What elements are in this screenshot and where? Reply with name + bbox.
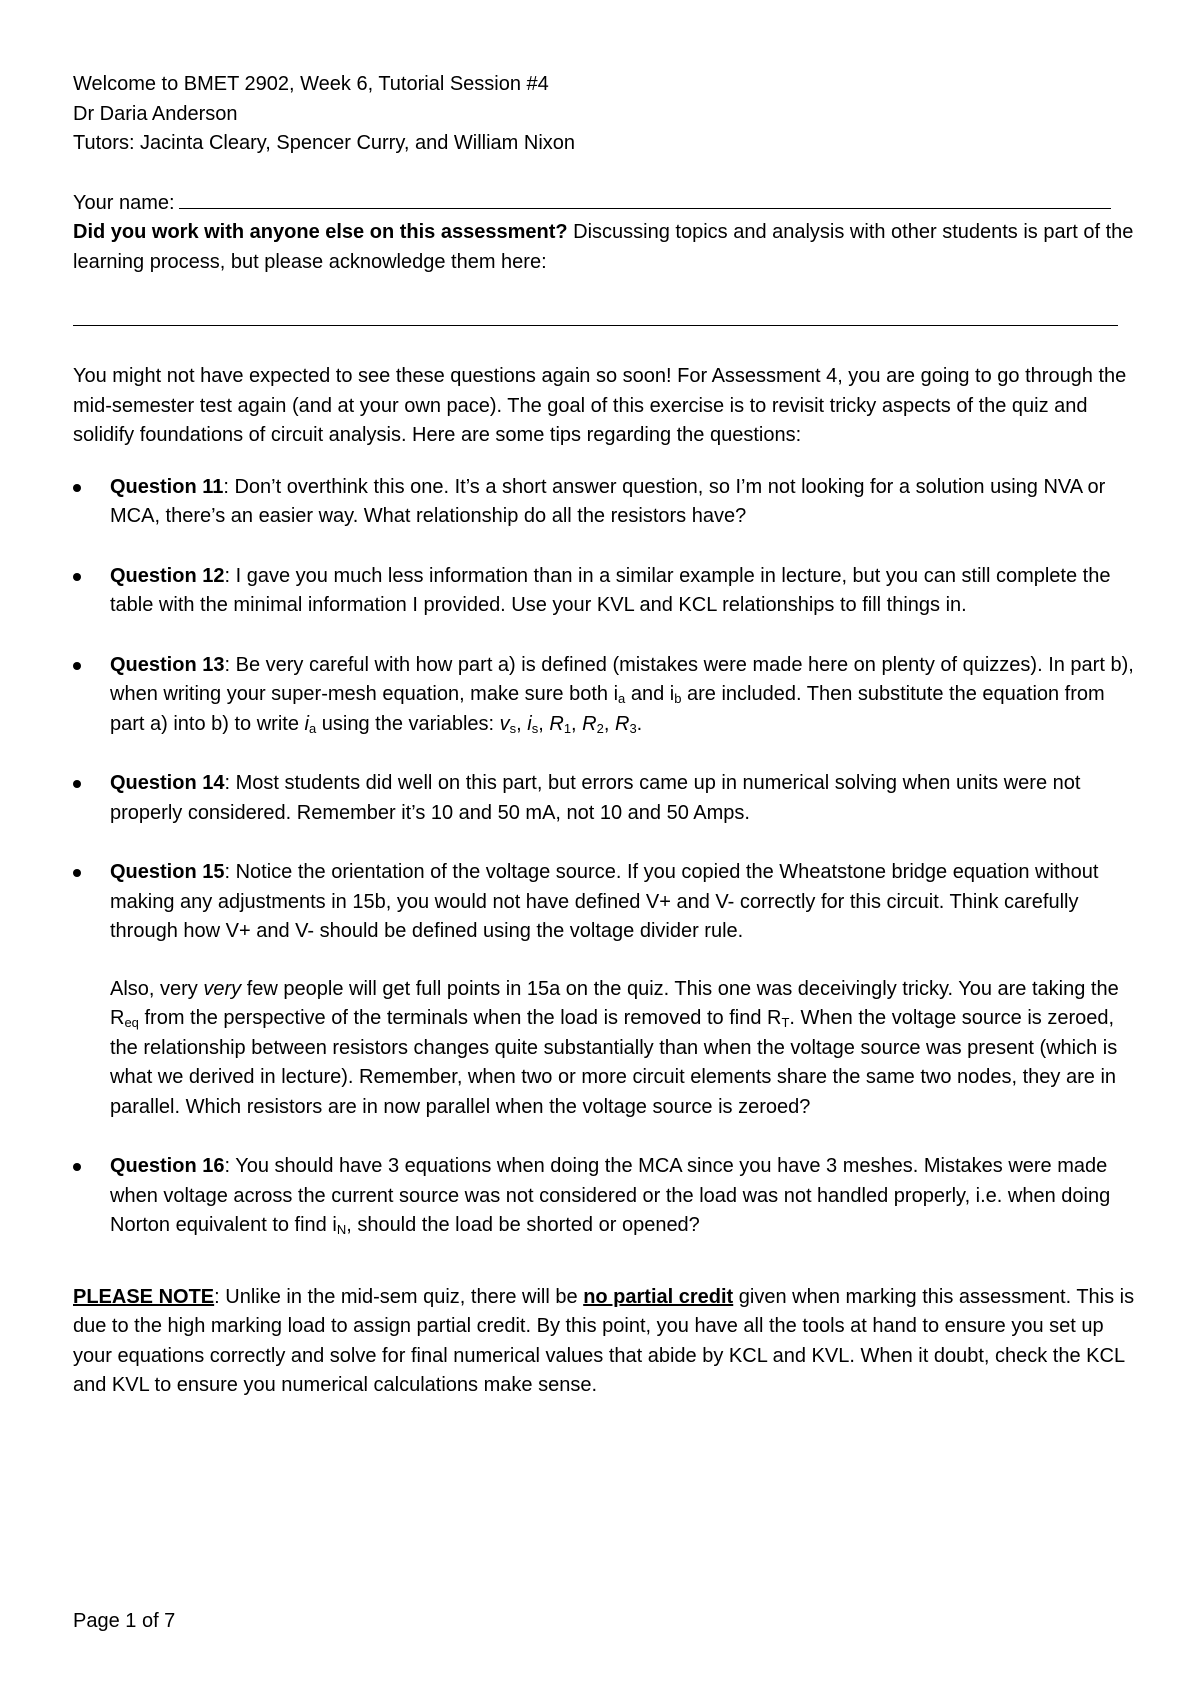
- collaboration-question: Did you work with anyone else on this assessment?: [73, 221, 568, 243]
- header: [73, 70, 1140, 159]
- q16-label: Question 16: [110, 1155, 225, 1177]
- q13-label: Question 13: [110, 653, 225, 676]
- q11-text: : Don’t overthink this one. It’s a short answer question, so I’m not looking for a solution using NVA or MCA, there’s an easier way. What relationship do all the resistors have?: [110, 475, 1106, 527]
- collaboration-text: Discussing topics and analysis with other students is part of the learning process, but please acknowledge them here:: [73, 221, 1134, 273]
- intro-paragraph: You might not have expected to see these questions again so soon! For Assessment 4, you are going to go through the mid-semester test again (and at your own pace). The goal of this exercise is to revisit tricky aspects of the quiz and solidify foundations of circuit analysis. Here are some tips regarding the questions:: [73, 365, 1127, 446]
- no-partial-credit-emphasis: no partial credit: [583, 1285, 734, 1308]
- collaboration-prompt: [73, 218, 1140, 277]
- bullet-icon: [73, 573, 81, 581]
- tutors-line: Tutors: Jacinta Cleary, Spencer Curry, and William Nixon: [73, 132, 576, 154]
- name-field: [73, 188, 1140, 219]
- list-item-q14: [73, 769, 1140, 828]
- q12-label: Question 12: [110, 564, 225, 587]
- bullet-icon: [73, 780, 81, 788]
- bullet-icon: [73, 869, 81, 877]
- q11-label: Question 11: [110, 475, 224, 498]
- please-note-label: PLEASE NOTE: [73, 1285, 215, 1308]
- list-item-q13: [73, 651, 1140, 740]
- q15-label: Question 15: [110, 861, 225, 883]
- please-note-paragraph: PLEASE NOTE: Unlike in the mid-sem quiz, there will be no partial credit given when marking this assessment. This is due to the high marking load to assign partial credit. By this point, you have all the tools at hand to ensure you set up your equations correctly and solve for final numerical values that abide by KCL and KVL. When it doubt, check the KCL and KVL to ensure you numerical calculations make sense.: [73, 1285, 1135, 1396]
- list-item-q11: [73, 473, 1140, 532]
- list-item-q12: [73, 562, 1140, 621]
- q14-text: : Most students did well on this part, but errors came up in numerical solving when units were not properly considered. Remember it’s 10 and 50 mA, not 10 and 50 Amps.: [110, 772, 1081, 824]
- q13-text: Question 13: Be very careful with how part a) is defined (mistakes were made here on plenty of quizzes). In part b), when writing your super-mesh equation, make sure both $i_a$ and $i_b$ are included. Then substitute the equation from part a) into b) to write $i_a$ using the variables: $v_s$, $i_s$, $R_1$, $R_2$, $R_3$.: [110, 653, 1134, 736]
- page-number: Page 1 of 7: [73, 1610, 176, 1632]
- list-item-q15: [73, 858, 1140, 1122]
- bullet-icon: [73, 484, 81, 492]
- q15-text: : Notice the orientation of the voltage source. If you copied the Wheatstone bridge equation without making any adjustments in 15b, you would not have defined V+ and V- correctly for this circuit. Think carefully through how V+ and V- should be defined using the voltage divider rule.: [110, 861, 1099, 942]
- q16-text: Question 16: You should have 3 equations when doing the MCA since you have 3 meshes. Mistakes were made when voltage across the current source was not considered or the load was not handled properly, i.e. when doing Norton equivalent to find $i_N$, should the load be shorted or opened?: [110, 1155, 1111, 1237]
- bullet-icon: [73, 662, 81, 670]
- bullet-icon: [73, 1163, 81, 1171]
- acknowledgement-blank-line[interactable]: [73, 325, 1118, 326]
- name-blank-line[interactable]: [179, 188, 1111, 209]
- q14-label: Question 14: [110, 772, 225, 794]
- course-title: Welcome to BMET 2902, Week 6, Tutorial Session #4: [73, 73, 549, 95]
- question-tips-list: [73, 473, 1140, 1241]
- name-label: Your name:: [73, 191, 175, 214]
- q15-extra-paragraph: Also, very very few people will get full points in 15a on the quiz. This one was deceivingly tricky. You are taking the $R_{eq}$ from the perspective of the terminals when the load is removed to find $R_T$. When the voltage source is zeroed, the relationship between resistors changes quite substantially than when the voltage source was present (which is what we derived in lecture). Remember, when two or more circuit elements share the same two nodes, they are in parallel. Which resistors are in now parallel when the voltage source is zeroed?: [110, 977, 1119, 1118]
- q12-text: : I gave you much less information than in a similar example in lecture, but you can still complete the table with the minimal information I provided. Use your KVL and KCL relationships to fill things in.: [110, 564, 1111, 616]
- list-item-q16: [73, 1152, 1140, 1241]
- lecturer-name: Dr Daria Anderson: [73, 102, 238, 125]
